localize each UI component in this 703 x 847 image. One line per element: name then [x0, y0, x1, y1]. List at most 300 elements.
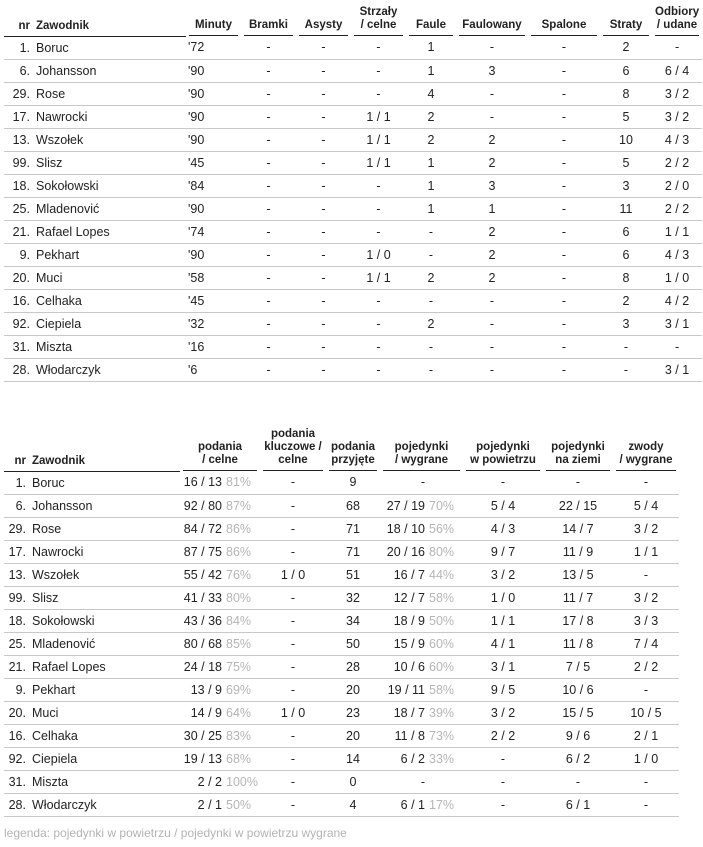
- cell-nr: 21.: [4, 220, 34, 243]
- cell-player: Wszołek: [30, 563, 180, 586]
- table-row: [4, 793, 679, 816]
- cell-assists: -: [296, 82, 351, 105]
- cell-offsides: -: [528, 36, 600, 59]
- cell-passes-received: 23: [326, 701, 380, 724]
- cell-offsides: -: [528, 151, 600, 174]
- cell-offsides: -: [528, 82, 600, 105]
- cell-nr: 6.: [4, 494, 30, 517]
- col-header-fouls: Faule: [406, 6, 456, 36]
- cell-nr: 1.: [4, 36, 34, 59]
- cell-aerial-duels: -: [463, 793, 543, 816]
- cell-minutes: '6: [186, 358, 241, 381]
- cell-duels-value: 6 / 2: [400, 751, 425, 766]
- cell-passes-value: 16 / 13: [183, 475, 222, 490]
- table-row: [4, 335, 702, 358]
- cell-key-passes: -: [260, 747, 326, 770]
- col-header-passes-received: podania przyjęte: [326, 428, 380, 471]
- cell-passes-received: 20: [326, 678, 380, 701]
- cell-passes: [180, 563, 260, 586]
- cell-duels-value: 18 / 10: [386, 521, 425, 536]
- cell-key-passes: -: [260, 609, 326, 632]
- cell-nr: 31.: [4, 770, 30, 793]
- cell-passes: [180, 701, 260, 724]
- cell-passes: [180, 632, 260, 655]
- cell-player: Rose: [34, 82, 186, 105]
- cell-passes-received: 9: [326, 471, 380, 494]
- cell-player: Pekhart: [34, 243, 186, 266]
- cell-passes-percent: 76%: [226, 567, 252, 582]
- table-row: [4, 678, 679, 701]
- cell-assists: -: [296, 289, 351, 312]
- cell-offsides: -: [528, 59, 600, 82]
- col-header-dribbles: zwody / wygrane: [613, 428, 679, 471]
- cell-nr: 16.: [4, 724, 30, 747]
- cell-duels: [380, 678, 463, 701]
- cell-passes-percent: 86%: [226, 544, 252, 559]
- table-row: [4, 701, 679, 724]
- cell-nr: 99.: [4, 151, 34, 174]
- col-header-shots: Strzały / celne: [351, 6, 406, 36]
- cell-nr: 29.: [4, 82, 34, 105]
- cell-assists: -: [296, 128, 351, 151]
- cell-duels-percent: 58%: [429, 682, 455, 697]
- cell-minutes: '90: [186, 59, 241, 82]
- cell-goals: -: [241, 82, 296, 105]
- cell-fouled: 1: [456, 197, 528, 220]
- cell-duels-value: 27 / 19: [386, 498, 425, 513]
- cell-fouled: 3: [456, 174, 528, 197]
- cell-offsides: -: [528, 105, 600, 128]
- cell-recoveries: 4 / 3: [652, 128, 702, 151]
- cell-passes-value: 84 / 72: [183, 521, 222, 536]
- cell-shots: -: [351, 220, 406, 243]
- cell-recoveries: -: [652, 36, 702, 59]
- cell-passes-received: 68: [326, 494, 380, 517]
- cell-offsides: -: [528, 197, 600, 220]
- cell-recoveries: 6 / 4: [652, 59, 702, 82]
- cell-losses: 3: [600, 174, 652, 197]
- cell-key-passes: -: [260, 770, 326, 793]
- cell-player: Celhaka: [30, 724, 180, 747]
- cell-aerial-duels: 4 / 3: [463, 517, 543, 540]
- cell-nr: 13.: [4, 563, 30, 586]
- cell-fouls: 2: [406, 105, 456, 128]
- cell-aerial-duels: -: [463, 747, 543, 770]
- cell-shots: -: [351, 289, 406, 312]
- cell-passes-value: 92 / 80: [183, 498, 222, 513]
- table-row: [4, 82, 702, 105]
- cell-passes-percent: 64%: [226, 705, 252, 720]
- cell-dribbles: 3 / 2: [613, 517, 679, 540]
- cell-passes: [180, 793, 260, 816]
- cell-aerial-duels: 3 / 1: [463, 655, 543, 678]
- cell-duels: [380, 747, 463, 770]
- cell-minutes: '84: [186, 174, 241, 197]
- cell-offsides: -: [528, 128, 600, 151]
- cell-shots: -: [351, 335, 406, 358]
- cell-key-passes: -: [260, 793, 326, 816]
- col-header-aerial-duels: pojedynki w powietrzu: [463, 428, 543, 471]
- cell-recoveries: 2 / 2: [652, 197, 702, 220]
- cell-nr: 18.: [4, 174, 34, 197]
- cell-offsides: -: [528, 289, 600, 312]
- cell-player: Ciepiela: [30, 747, 180, 770]
- cell-duels-percent: 44%: [429, 567, 455, 582]
- cell-passes-value: 24 / 18: [183, 659, 222, 674]
- cell-nr: 17.: [4, 540, 30, 563]
- cell-recoveries: 1 / 1: [652, 220, 702, 243]
- cell-duels-percent: 33%: [429, 751, 455, 766]
- player-stats-table-1: [4, 6, 702, 382]
- cell-duels-percent: 60%: [429, 659, 455, 674]
- cell-passes-percent: 83%: [226, 728, 252, 743]
- cell-player: Sokołowski: [34, 174, 186, 197]
- cell-minutes: '90: [186, 82, 241, 105]
- cell-passes: [180, 517, 260, 540]
- cell-fouls: -: [406, 220, 456, 243]
- cell-player: Rafael Lopes: [34, 220, 186, 243]
- cell-player: Celhaka: [34, 289, 186, 312]
- cell-shots: 1 / 0: [351, 243, 406, 266]
- cell-key-passes: 1 / 0: [260, 563, 326, 586]
- cell-duels-value: 18 / 9: [393, 613, 425, 628]
- cell-minutes: '58: [186, 266, 241, 289]
- table-row: [4, 358, 702, 381]
- cell-fouls: 1: [406, 59, 456, 82]
- cell-key-passes: -: [260, 517, 326, 540]
- cell-ground-duels: 11 / 7: [543, 586, 613, 609]
- cell-assists: -: [296, 174, 351, 197]
- col-header-passes: podania / celne: [180, 428, 260, 471]
- cell-dribbles: 2 / 2: [613, 655, 679, 678]
- cell-passes-percent: 68%: [226, 751, 252, 766]
- table-row: [4, 105, 702, 128]
- cell-passes-percent: 84%: [226, 613, 252, 628]
- cell-losses: -: [600, 358, 652, 381]
- cell-fouled: 2: [456, 151, 528, 174]
- cell-player: Sokołowski: [30, 609, 180, 632]
- cell-offsides: -: [528, 220, 600, 243]
- cell-losses: 11: [600, 197, 652, 220]
- cell-fouled: 3: [456, 59, 528, 82]
- cell-duels: [380, 494, 463, 517]
- cell-passes-value: 43 / 36: [183, 613, 222, 628]
- cell-dribbles: 1 / 0: [613, 747, 679, 770]
- cell-goals: -: [241, 128, 296, 151]
- cell-duels: [380, 770, 463, 793]
- cell-goals: -: [241, 174, 296, 197]
- table-row: [4, 289, 702, 312]
- cell-key-passes: -: [260, 655, 326, 678]
- cell-duels: [380, 609, 463, 632]
- cell-passes-value: 30 / 25: [183, 728, 222, 743]
- cell-duels-percent: 39%: [429, 705, 455, 720]
- cell-passes-received: 32: [326, 586, 380, 609]
- cell-shots: -: [351, 36, 406, 59]
- table-row: [4, 770, 679, 793]
- cell-player: Slisz: [34, 151, 186, 174]
- cell-duels-percent: 50%: [429, 613, 455, 628]
- cell-losses: 6: [600, 220, 652, 243]
- cell-assists: -: [296, 358, 351, 381]
- cell-nr: 1.: [4, 471, 30, 494]
- cell-recoveries: 3 / 1: [652, 358, 702, 381]
- table-row: [4, 747, 679, 770]
- cell-goals: -: [241, 243, 296, 266]
- cell-nr: 9.: [4, 678, 30, 701]
- cell-aerial-duels: 1 / 0: [463, 586, 543, 609]
- cell-player: Johansson: [34, 59, 186, 82]
- cell-minutes: '90: [186, 105, 241, 128]
- table-row: [4, 197, 702, 220]
- col-header-player: Zawodnik: [34, 6, 186, 36]
- cell-player: Boruc: [34, 36, 186, 59]
- table-row: [4, 494, 679, 517]
- cell-fouled: -: [456, 312, 528, 335]
- cell-passes-percent: 85%: [226, 636, 252, 651]
- cell-ground-duels: -: [543, 770, 613, 793]
- col-header-recoveries: Odbiory / udane: [652, 6, 702, 36]
- cell-losses: 5: [600, 151, 652, 174]
- cell-passes-percent: 81%: [226, 475, 252, 490]
- cell-passes: [180, 747, 260, 770]
- cell-offsides: -: [528, 335, 600, 358]
- cell-key-passes: -: [260, 494, 326, 517]
- cell-goals: -: [241, 36, 296, 59]
- cell-passes-percent: 75%: [226, 659, 252, 674]
- col-header-assists: Asysty: [296, 6, 351, 36]
- cell-passes: [180, 655, 260, 678]
- cell-ground-duels: 10 / 6: [543, 678, 613, 701]
- cell-nr: 13.: [4, 128, 34, 151]
- cell-passes-received: 51: [326, 563, 380, 586]
- cell-fouled: 2: [456, 243, 528, 266]
- cell-goals: -: [241, 358, 296, 381]
- cell-minutes: '90: [186, 128, 241, 151]
- cell-ground-duels: -: [543, 471, 613, 494]
- cell-goals: -: [241, 266, 296, 289]
- cell-dribbles: 5 / 4: [613, 494, 679, 517]
- cell-goals: -: [241, 197, 296, 220]
- cell-ground-duels: 15 / 5: [543, 701, 613, 724]
- cell-minutes: '32: [186, 312, 241, 335]
- cell-player: Rose: [30, 517, 180, 540]
- cell-duels-percent: 17%: [429, 797, 455, 812]
- cell-assists: -: [296, 59, 351, 82]
- cell-assists: -: [296, 220, 351, 243]
- table-row: [4, 724, 679, 747]
- table-row: [4, 517, 679, 540]
- table-row: [4, 632, 679, 655]
- table-row: [4, 36, 702, 59]
- cell-fouls: -: [406, 358, 456, 381]
- cell-player: Nawrocki: [34, 105, 186, 128]
- cell-dribbles: 3 / 3: [613, 609, 679, 632]
- cell-shots: 1 / 1: [351, 105, 406, 128]
- cell-duels-value: 20 / 16: [386, 544, 425, 559]
- cell-fouled: 2: [456, 220, 528, 243]
- table-header-row: [4, 428, 679, 471]
- cell-recoveries: 2 / 2: [652, 151, 702, 174]
- cell-assists: -: [296, 105, 351, 128]
- cell-nr: 9.: [4, 243, 34, 266]
- cell-passes-value: 2 / 2: [197, 774, 222, 789]
- cell-fouls: 4: [406, 82, 456, 105]
- cell-aerial-duels: 4 / 1: [463, 632, 543, 655]
- cell-ground-duels: 9 / 6: [543, 724, 613, 747]
- cell-duels-value: 11 / 8: [394, 728, 425, 743]
- cell-losses: -: [600, 335, 652, 358]
- table-row: [4, 151, 702, 174]
- cell-player: Wszołek: [34, 128, 186, 151]
- cell-nr: 25.: [4, 632, 30, 655]
- cell-passes-received: 71: [326, 517, 380, 540]
- cell-dribbles: -: [613, 770, 679, 793]
- table-row: [4, 655, 679, 678]
- col-header-goals: Bramki: [241, 6, 296, 36]
- cell-duels: [380, 701, 463, 724]
- cell-recoveries: 4 / 3: [652, 243, 702, 266]
- cell-passes: [180, 609, 260, 632]
- cell-recoveries: 3 / 2: [652, 105, 702, 128]
- cell-nr: 17.: [4, 105, 34, 128]
- cell-passes-received: 14: [326, 747, 380, 770]
- cell-assists: -: [296, 335, 351, 358]
- table-row: [4, 312, 702, 335]
- cell-aerial-duels: 2 / 2: [463, 724, 543, 747]
- cell-duels: [380, 563, 463, 586]
- cell-fouled: -: [456, 358, 528, 381]
- cell-shots: -: [351, 174, 406, 197]
- cell-assists: -: [296, 151, 351, 174]
- cell-nr: 92.: [4, 747, 30, 770]
- cell-passes-received: 50: [326, 632, 380, 655]
- cell-aerial-duels: -: [463, 770, 543, 793]
- cell-duels: [380, 586, 463, 609]
- table-row: [4, 471, 679, 494]
- cell-nr: 92.: [4, 312, 34, 335]
- cell-duels-value: 6 / 1: [400, 797, 425, 812]
- cell-assists: -: [296, 197, 351, 220]
- table-row: [4, 220, 702, 243]
- cell-passes-received: 0: [326, 770, 380, 793]
- cell-losses: 10: [600, 128, 652, 151]
- cell-fouls: 1: [406, 174, 456, 197]
- cell-passes-received: 34: [326, 609, 380, 632]
- cell-fouled: -: [456, 82, 528, 105]
- cell-losses: 8: [600, 82, 652, 105]
- cell-player: Muci: [30, 701, 180, 724]
- cell-duels-value: 15 / 9: [393, 636, 425, 651]
- cell-player: Pekhart: [30, 678, 180, 701]
- cell-player: Rafael Lopes: [30, 655, 180, 678]
- cell-duels-percent: 73%: [429, 728, 455, 743]
- cell-dribbles: 1 / 1: [613, 540, 679, 563]
- cell-shots: -: [351, 197, 406, 220]
- table-row: [4, 266, 702, 289]
- cell-duels-value: -: [420, 475, 425, 490]
- cell-ground-duels: 7 / 5: [543, 655, 613, 678]
- cell-ground-duels: 13 / 5: [543, 563, 613, 586]
- cell-key-passes: -: [260, 632, 326, 655]
- col-header-offsides: Spalone: [528, 6, 600, 36]
- cell-passes-received: 4: [326, 793, 380, 816]
- cell-key-passes: -: [260, 678, 326, 701]
- cell-nr: 25.: [4, 197, 34, 220]
- cell-nr: 29.: [4, 517, 30, 540]
- cell-losses: 2: [600, 289, 652, 312]
- cell-player: Miszta: [34, 335, 186, 358]
- cell-minutes: '16: [186, 335, 241, 358]
- cell-ground-duels: 17 / 8: [543, 609, 613, 632]
- cell-passes-value: 87 / 75: [183, 544, 222, 559]
- cell-goals: -: [241, 335, 296, 358]
- col-header-key-passes: podania kluczowe / celne: [260, 428, 326, 471]
- cell-shots: -: [351, 82, 406, 105]
- cell-losses: 3: [600, 312, 652, 335]
- cell-minutes: '90: [186, 243, 241, 266]
- cell-ground-duels: 14 / 7: [543, 517, 613, 540]
- col-header-player: Zawodnik: [30, 428, 180, 471]
- col-header-duels: pojedynki / wygrane: [380, 428, 463, 471]
- cell-offsides: -: [528, 358, 600, 381]
- cell-offsides: -: [528, 312, 600, 335]
- table-row: [4, 563, 679, 586]
- cell-shots: 1 / 1: [351, 266, 406, 289]
- cell-passes-value: 14 / 9: [190, 705, 222, 720]
- cell-minutes: '90: [186, 197, 241, 220]
- cell-recoveries: 1 / 0: [652, 266, 702, 289]
- table-row: [4, 128, 702, 151]
- col-header-losses: Straty: [600, 6, 652, 36]
- cell-recoveries: 3 / 1: [652, 312, 702, 335]
- cell-passes: [180, 540, 260, 563]
- col-header-ground-duels: pojedynki na ziemi: [543, 428, 613, 471]
- cell-dribbles: -: [613, 471, 679, 494]
- cell-passes-value: 41 / 33: [183, 590, 222, 605]
- cell-dribbles: 3 / 2: [613, 586, 679, 609]
- cell-fouls: 1: [406, 197, 456, 220]
- cell-recoveries: 2 / 0: [652, 174, 702, 197]
- cell-duels-percent: 70%: [429, 498, 455, 513]
- cell-nr: 18.: [4, 609, 30, 632]
- cell-assists: -: [296, 312, 351, 335]
- cell-aerial-duels: 1 / 1: [463, 609, 543, 632]
- cell-minutes: '72: [186, 36, 241, 59]
- cell-nr: 6.: [4, 59, 34, 82]
- table-row: [4, 59, 702, 82]
- cell-passes: [180, 724, 260, 747]
- cell-ground-duels: 11 / 9: [543, 540, 613, 563]
- cell-goals: -: [241, 289, 296, 312]
- cell-recoveries: -: [652, 335, 702, 358]
- cell-duels-value: 19 / 11: [387, 682, 425, 697]
- cell-dribbles: -: [613, 793, 679, 816]
- cell-losses: 8: [600, 266, 652, 289]
- cell-duels-percent: 80%: [429, 544, 455, 559]
- cell-passes-value: 55 / 42: [183, 567, 222, 582]
- cell-key-passes: -: [260, 471, 326, 494]
- cell-passes: [180, 678, 260, 701]
- player-stats-table-2: [4, 428, 679, 817]
- cell-minutes: '45: [186, 289, 241, 312]
- cell-duels: [380, 471, 463, 494]
- table-row: [4, 243, 702, 266]
- cell-key-passes: 1 / 0: [260, 701, 326, 724]
- cell-aerial-duels: 9 / 7: [463, 540, 543, 563]
- cell-duels-percent: 60%: [429, 636, 455, 651]
- cell-goals: -: [241, 59, 296, 82]
